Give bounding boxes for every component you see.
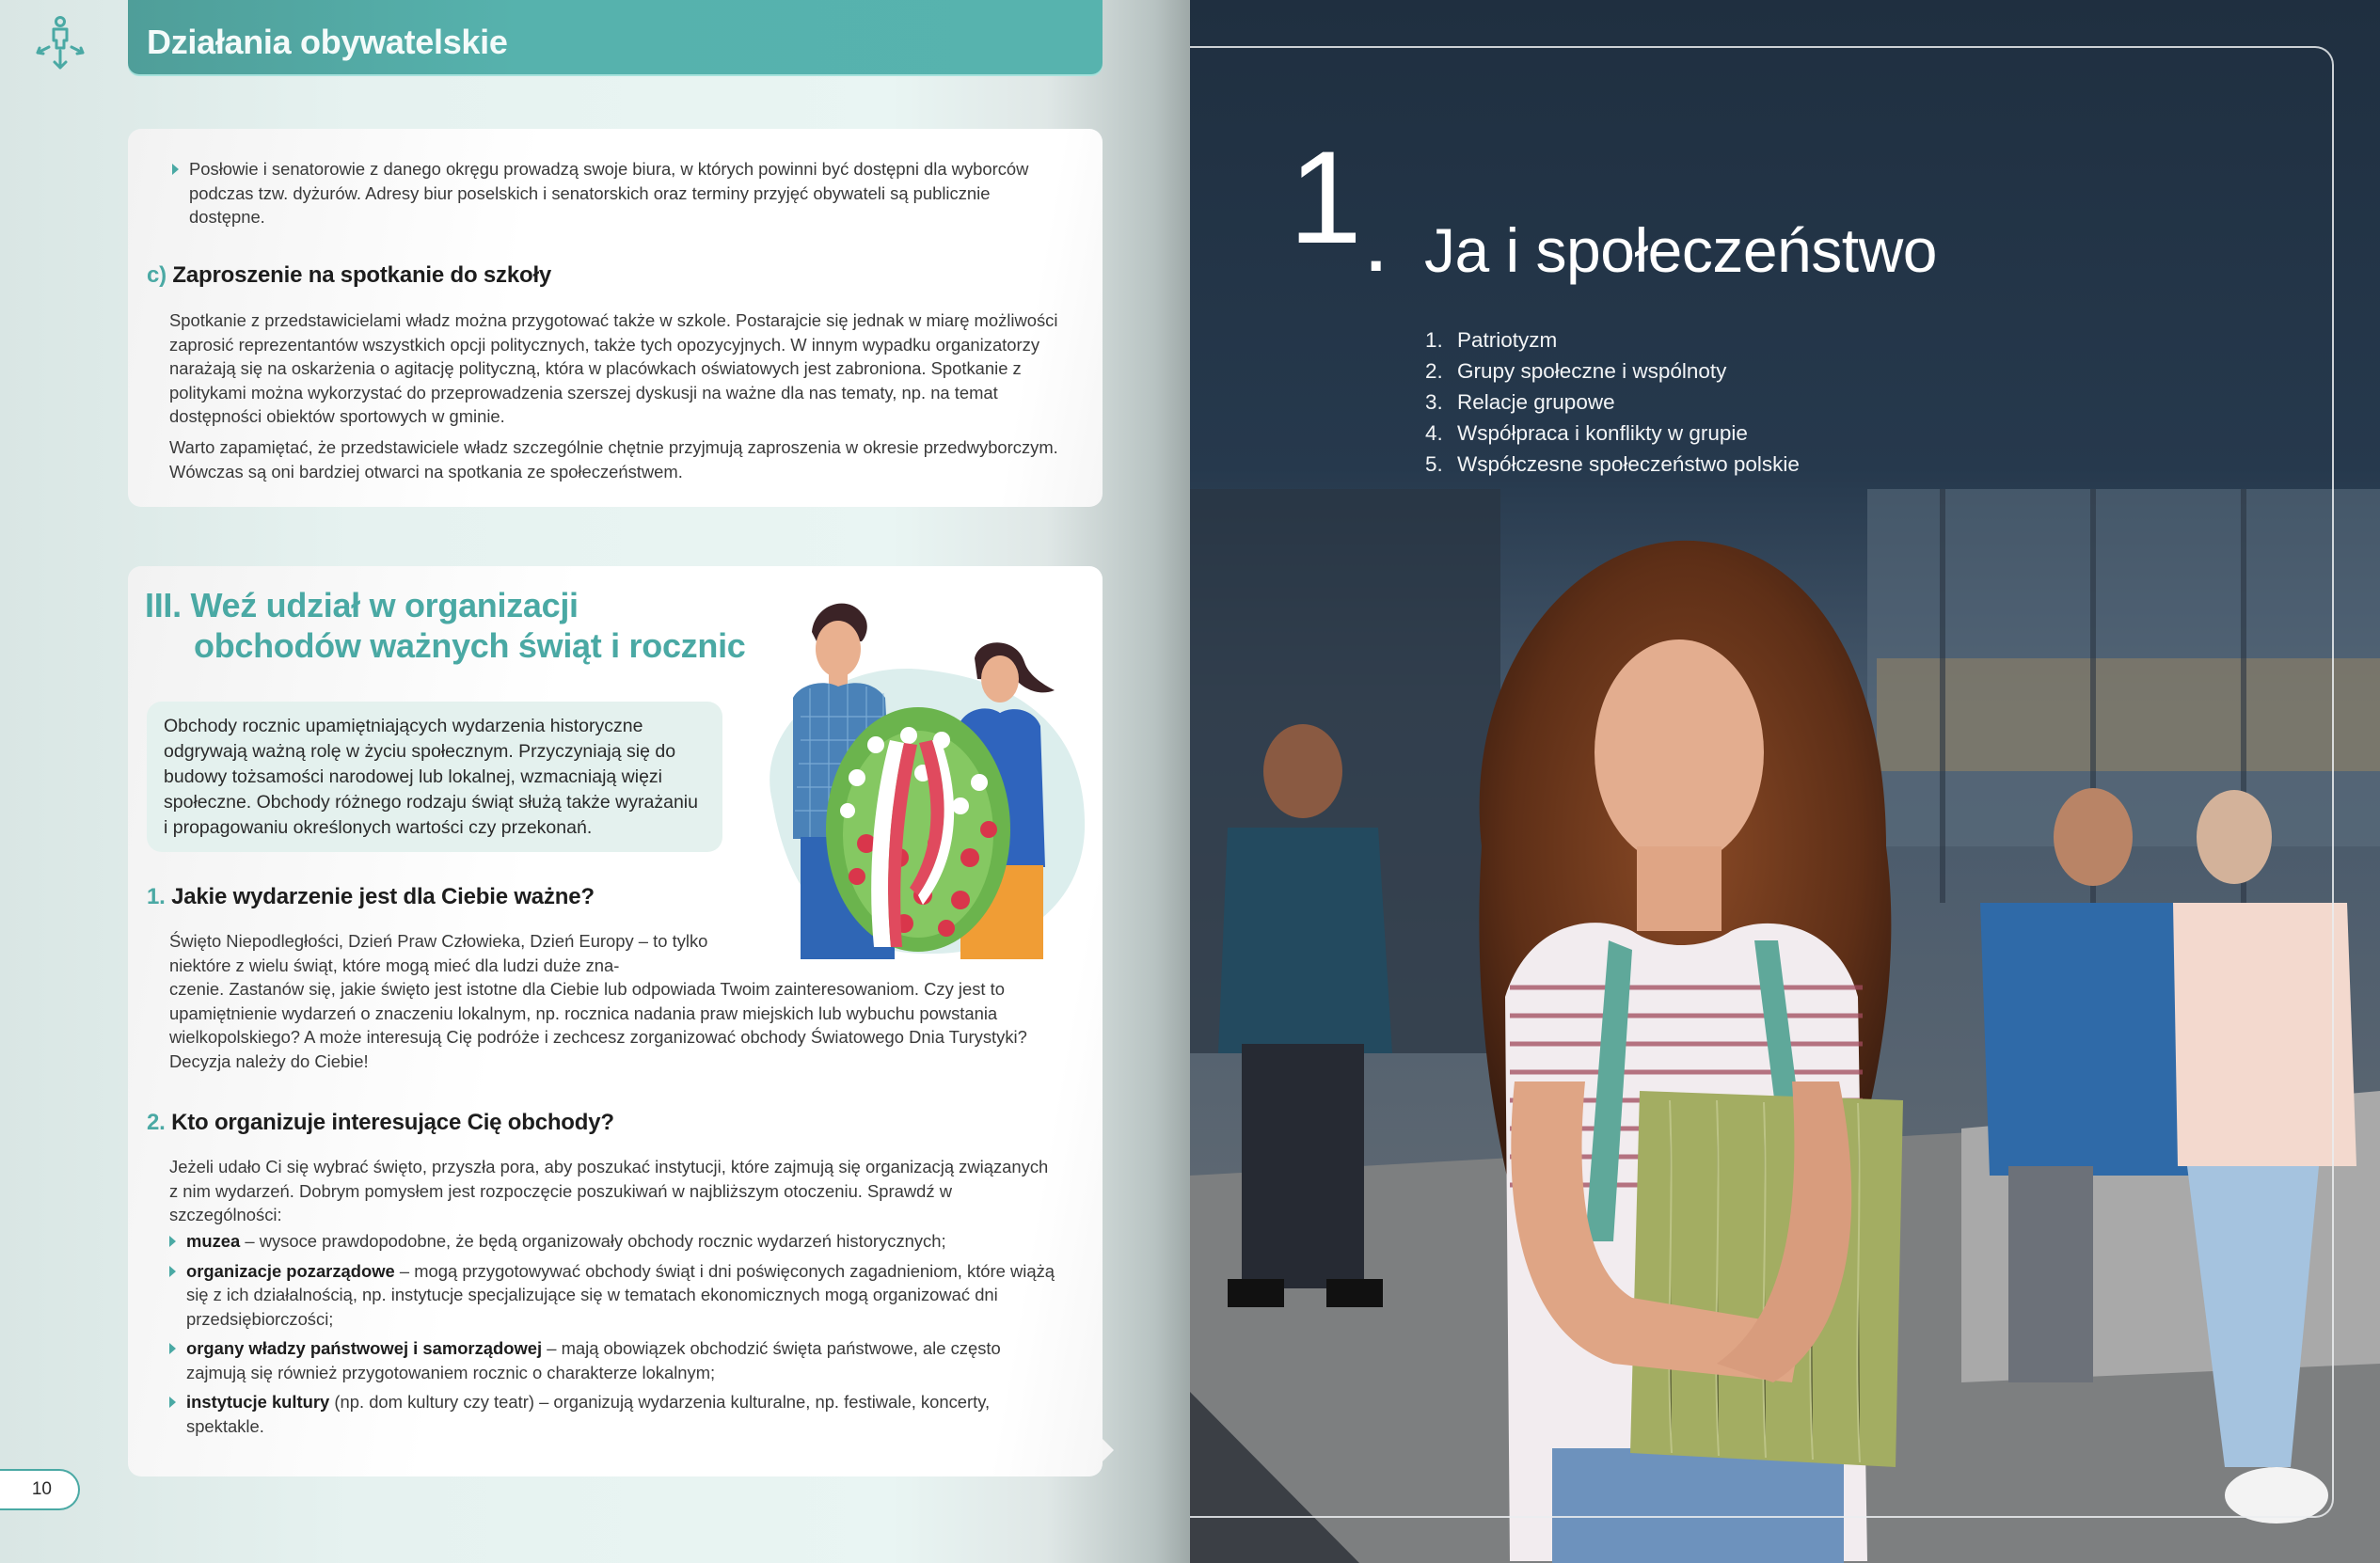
person-arrows-icon: [34, 15, 87, 75]
section-heading-line2: obchodów ważnych świąt i rocznic: [194, 626, 746, 665]
toc-item-number: 2.: [1425, 359, 1443, 383]
toc-item-grupy-spoleczne[interactable]: [1425, 355, 1800, 387]
toc-item-number: 4.: [1425, 421, 1443, 445]
toc-item-label: Relacje grupowe: [1457, 390, 1615, 414]
question-text-1: Jakie wydarzenie jest dla Ciebie ważne?: [171, 884, 595, 909]
right-page: [1190, 0, 2380, 1563]
question-1-answer-narrow: Święto Niepodległości, Dzień Praw Człowieka, Dzień Europy – to tylko niektóre z wielu świąt, które mogą mieć dla ludzi duże zna-: [169, 931, 708, 975]
question-number-1: 1.: [147, 884, 166, 909]
chapter-header-bar: [128, 0, 1103, 74]
list-item-description: – mają obowiązek obchodzić święta państwowe, ale często zajmują się również przygotowaniem rocznic o charakterze lokalnym;: [186, 1338, 1001, 1382]
question-heading-2: [147, 1110, 614, 1136]
toc-item-label: Współpraca i konflikty w grupie: [1457, 421, 1748, 445]
toc-item-wspolpraca[interactable]: [1425, 418, 1800, 449]
toc-item-label: Grupy społeczne i wspólnoty: [1457, 359, 1727, 383]
list-item-term: organy władzy państwowej i samorządowej: [186, 1338, 543, 1358]
chapter-title: Ja i społeczeństwo: [1424, 215, 1937, 285]
list-item-description: (np. dom kultury czy teatr) – organizują wydarzenia kulturalne, np. festiwale, koncerty, spektakle.: [186, 1392, 991, 1436]
bullet-offices: Posłowie i senatorowie z danego okręgu prowadzą swoje biura, w których powinni być dostępni dla wyborców podczas tzw. dyżurów. Adresy biur poselskich i senatorskich oraz terminy przyjęć obywateli są publicznie dostępne.: [168, 157, 1062, 229]
toc-item-label: Patriotyzm: [1457, 328, 1558, 352]
toc-item-wspolczesne-spoleczenstwo[interactable]: [1425, 449, 1800, 480]
organizers-list: [166, 1229, 1059, 1444]
content-card-celebrations: [128, 566, 1103, 1476]
paragraph-school-meeting: Spotkanie z przedstawicielami władz można przygotować także w szkole. Postarajcie się jednak w miarę możliwości zaprosić reprezentantów wszystkich opcji politycznych, także tych opozycyjnych. W innym wypadku organizatorzy narażają się na oskarżenia o agitację polityczną, która w placówkach oświatowych jest zabroniona. Spotkanie z politykami można wykorzystać do przeprowadzenia szerszej dyskusji na ważne dla nas tematy, np. na temat dostępności obiektów sportowych w gminie.: [169, 310, 1058, 426]
content-card-offices: [128, 129, 1103, 507]
chapter-number-dot: .: [1367, 212, 1386, 285]
toc-item-patriotyzm[interactable]: [1425, 324, 1800, 355]
toc-item-label: Współczesne społeczeństwo polskie: [1457, 452, 1800, 476]
question-1-answer-wide: czenie. Zastanów się, jakie święto jest istotne dla Ciebie lub odpowiada Twoim zainteresowaniom. Czy jest to upamiętnienie wydarzeń o znaczeniu lokalnym, np. rocznica nadania praw miejskich lub wybuchu powstania wielkopolskiego? A może interesują Cię podróże i zechcesz zorganizować obchody Światowego Dnia Turystyki? Decyzja należy do Ciebie!: [169, 979, 1027, 1071]
subheading-text: Zaproszenie na spotkanie do szkoły: [172, 262, 552, 288]
toc-item-number: 5.: [1425, 452, 1443, 476]
chapter-header-title: Działania obywatelskie: [147, 23, 508, 61]
page-number: 10: [0, 1469, 80, 1510]
two-people-holding-wreath-illustration: [735, 585, 1102, 961]
list-item: [166, 1390, 1059, 1438]
list-item-term: instytucje kultury: [186, 1392, 330, 1412]
list-item: [166, 1229, 1059, 1254]
toc-item-number: 1.: [1425, 328, 1443, 352]
question-number-2: 2.: [147, 1110, 166, 1135]
subheading-school-invitation: [147, 262, 551, 289]
card-edge-tab: [1103, 1439, 1114, 1461]
chapter-contents: [1425, 324, 1800, 480]
toc-item-relacje-grupowe[interactable]: [1425, 387, 1800, 418]
section-heading: [145, 585, 746, 666]
question-heading-1: [147, 884, 595, 910]
question-2-answer: Jeżeli udało Ci się wybrać święto, przyszła pora, aby poszukać instytucji, które zajmują się organizacją związanych z nim wydarzeń. Dobrym pomysłem jest rozpoczęcie poszukiwań w najbliższym otoczeniu. Sprawdź w szczególności:: [169, 1157, 1049, 1224]
list-item-term: organizacje pozarządowe: [186, 1260, 395, 1281]
section-heading-line1: III. Weź udział w organizacji: [145, 586, 579, 624]
list-item: [166, 1336, 1059, 1384]
paragraph-election-period: Warto zapamiętać, że przedstawiciele władz szczególnie chętnie przyjmują zaproszenia w okresie przedwyborczym. Wówczas są oni bardziej otwarci na spotkania ze społeczeństwem.: [169, 437, 1058, 482]
question-text-2: Kto organizuje interesujące Cię obchody?: [171, 1110, 614, 1135]
toc-item-number: 3.: [1425, 390, 1443, 414]
question-1-answer: [169, 929, 1054, 1073]
subheading-marker: c): [147, 262, 167, 288]
chapter-number: 1: [1289, 123, 1360, 271]
list-item-description: – wysoce prawdopodobne, że będą organizowały obchody rocznic wydarzeń historycznych;: [240, 1231, 946, 1251]
list-item-description: – mogą przygotowywać obchody świąt i dni poświęconych zagadnieniom, które wiążą się z ich działalnością, np. instytucje specjalizujące się w tematach ekonomicznych mogą organizować dni przedsiębiorczości;: [186, 1260, 1055, 1329]
intro-box: Obchody rocznic upamiętniających wydarzenia historyczne odgrywają ważną rolę w życiu społecznym. Przyczyniają się do budowy tożsamości narodowej lub lokalnej, wzmacniają więzi społeczne. Obchody różnego rodzaju świąt służą także wyrażaniu i propagowaniu określonych wartości czy przekonań.: [147, 702, 722, 852]
list-item: [166, 1259, 1059, 1332]
list-item-term: muzea: [186, 1231, 241, 1251]
